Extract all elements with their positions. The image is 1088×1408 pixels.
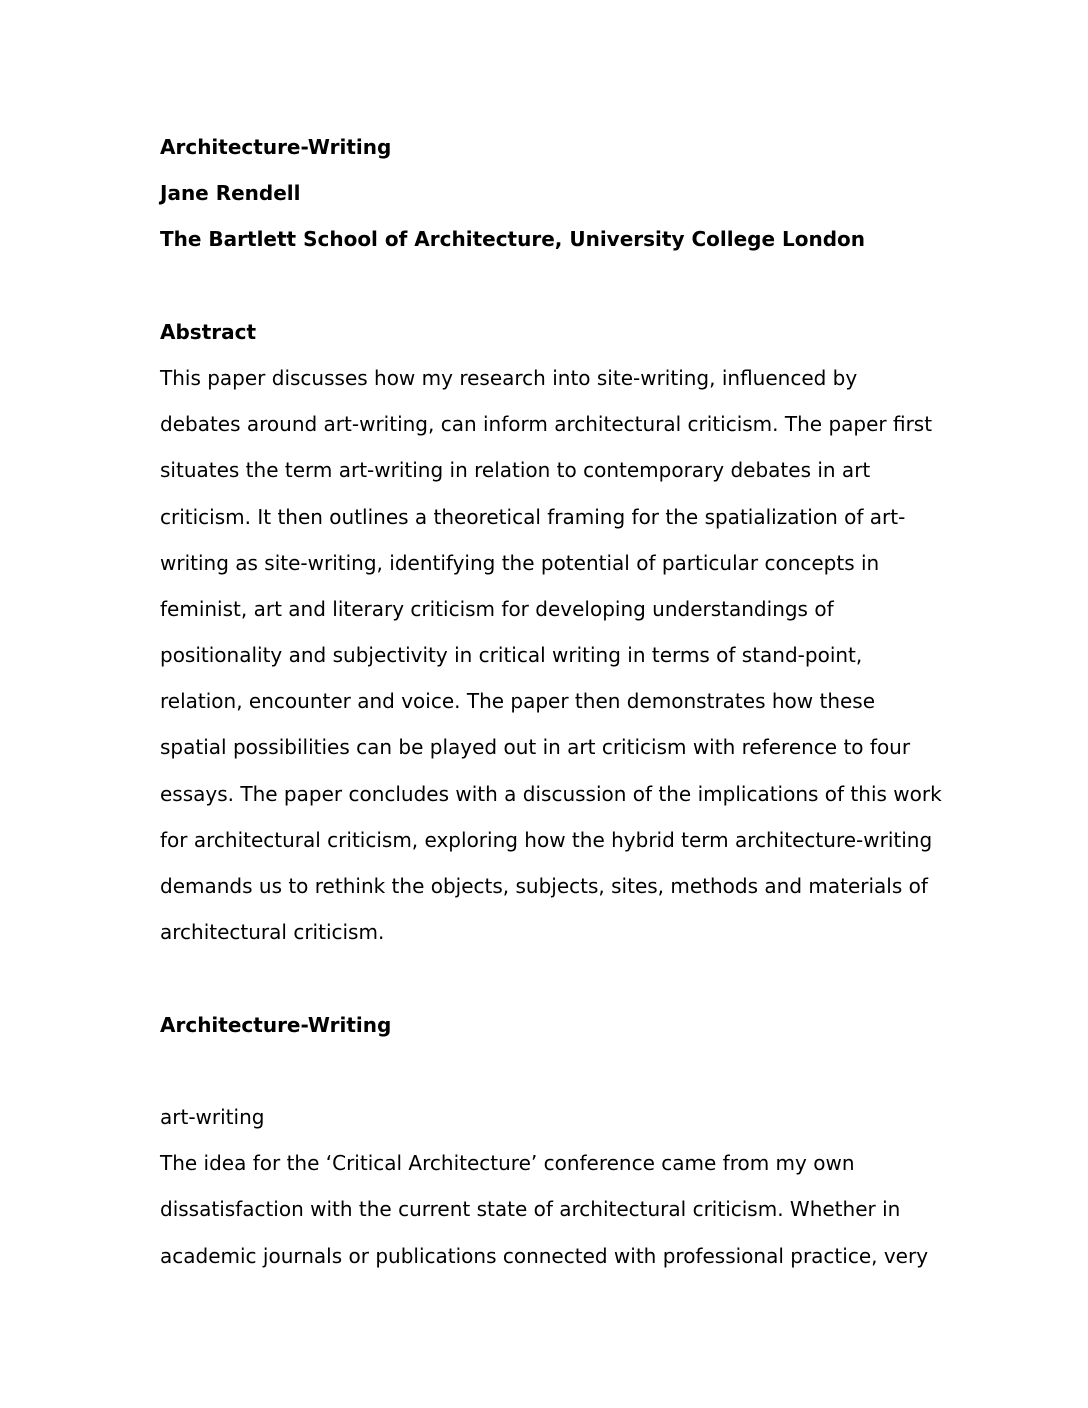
abstract-line: debates around art-writing, can inform architectural criticism. The paper first (160, 412, 933, 437)
abstract-line: This paper discusses how my research into site-writing, influenced by (160, 365, 858, 390)
abstract-line: relation, encounter and voice. The paper then demonstrates how these (160, 689, 876, 714)
spacer (160, 263, 950, 309)
author-name: Jane Rendell (160, 181, 301, 206)
abstract-line: feminist, art and literary criticism for developing understandings of (160, 596, 834, 621)
section-heading: Architecture-Writing (160, 1012, 392, 1037)
abstract-body (160, 355, 950, 955)
body-line: academic journals or publications connected with professional practice, very (160, 1243, 929, 1268)
abstract-line: architectural criticism. (160, 920, 385, 945)
paper-title: Architecture-Writing (160, 135, 392, 159)
abstract-line: for architectural criticism, exploring how the hybrid term architecture-writing (160, 827, 933, 852)
abstract-line: situates the term art-writing in relation to contemporary debates in art (160, 458, 871, 483)
abstract-line: demands us to rethink the objects, subjects, sites, methods and materials of (160, 874, 928, 898)
abstract-line: spatial possibilities can be played out in art criticism with reference to four (160, 735, 911, 760)
abstract-line: criticism. It then outlines a theoretical framing for the spatialization of art- (160, 504, 906, 529)
author-affiliation: The Bartlett School of Architecture, University College London (160, 227, 866, 252)
abstract-line: essays. The paper concludes with a discussion of the implications of this work (160, 781, 942, 806)
spacer (160, 955, 950, 1001)
spacer (160, 1048, 950, 1094)
abstract-line: writing as site-writing, identifying the potential of particular concepts in (160, 550, 880, 575)
body-line: dissatisfaction with the current state of architectural criticism. Whether in (160, 1197, 901, 1222)
abstract-heading: Abstract (160, 319, 257, 344)
section-subheading: art-writing (160, 1104, 265, 1129)
section-body (160, 1140, 950, 1279)
paper-page (160, 124, 950, 1279)
abstract-line: positionality and subjectivity in critical writing in terms of stand-point, (160, 643, 863, 668)
body-line: The idea for the ‘Critical Architecture’ conference came from my own (160, 1151, 855, 1176)
